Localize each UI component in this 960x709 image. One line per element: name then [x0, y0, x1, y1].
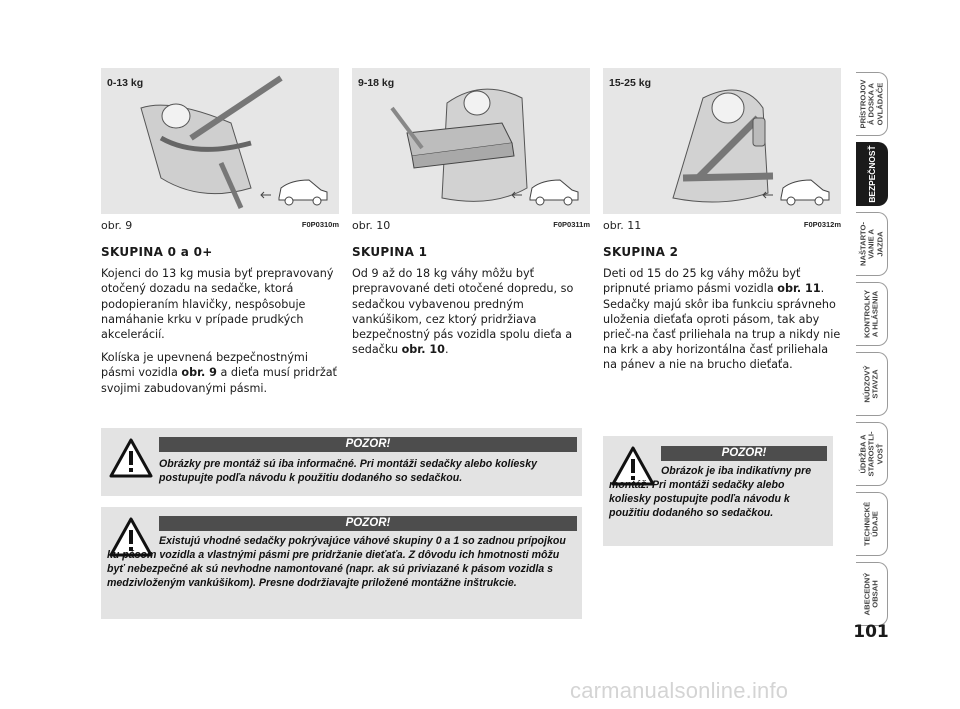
tab-label: TECHNICKÉ ÚDAJE	[862, 501, 880, 547]
tab-label: NÚDZOVÝ STAVZA	[862, 365, 880, 403]
figure-label: obr. 11	[603, 219, 642, 232]
warning-box-1	[101, 428, 582, 496]
figure-code: F0P0310m	[301, 220, 339, 229]
page-number: 101	[853, 622, 889, 642]
text-run: Kolíska je upevnená bezpečnostnými pásmi vozidla	[101, 351, 308, 380]
tab-abecedny-obsah[interactable]	[856, 562, 888, 626]
tab-label: PRÍSTROJOV Á DOSKA A OVLÁDAČE	[857, 79, 884, 129]
warning-box-3	[603, 436, 833, 546]
figure-code: F0P0311m	[553, 220, 590, 229]
car-seat-illustration-1	[352, 68, 590, 214]
paragraph	[101, 350, 341, 396]
tab-pristrojova-doska[interactable]	[856, 72, 888, 136]
text-column-3	[603, 245, 843, 381]
figure-reference: obr. 11	[777, 282, 821, 296]
figure-group-2	[603, 68, 841, 214]
figure-group-0	[101, 68, 339, 214]
figure-caption-0	[101, 219, 339, 232]
watermark: carmanualsonline.info	[570, 678, 789, 703]
figure-label: obr. 10	[352, 219, 391, 232]
tab-udrzba[interactable]	[856, 422, 888, 486]
section-heading: SKUPINA 0 a 0+	[101, 245, 213, 259]
tab-label: ABECEDNÝ OBSAH	[862, 572, 880, 616]
tab-technicke-udaje[interactable]	[856, 492, 888, 556]
tab-label: NAŠTARTO- VANIE A JAZDA	[857, 222, 884, 267]
warning-text: Existujú vhodné sedačky pokrývajúce váhové skupiny 0 a 1 so zadnou prípojkou ku pásom vozidla a vlastnými pásmi pre pridržanie dieťaťa. Z dôvodu ich hmotnosti môžu byť nebezpečné ak sú nevhodne namontované (napr. ak sú priviazané k pásom vozidla s medzivloženým vankúšikom). Presne dodržiavajte priložené montážne inštrukcie.	[107, 535, 566, 589]
paragraph	[352, 266, 592, 357]
figure-weight-tag: 0-13 kg	[107, 77, 144, 89]
tab-label: ÚDRŽBA A STAROSTLI- VOSŤ	[857, 431, 884, 477]
warning-text: Obrázky pre montáž sú iba informačné. Pri montáži sedačky alebo kolíesky postupujte podľa návodu k použitiu dodaného so sedačkou.	[159, 458, 537, 484]
car-seat-illustration-0	[101, 68, 339, 214]
paragraph: Kojenci do 13 kg musia byť prepravovaný otočený dozadu na sedačke, ktorá podopieraním hlavičky, nespôsobuje namáhanie krku v prípade prudkých akcelerácií.	[101, 267, 334, 342]
figure-weight-tag: 15-25 kg	[609, 77, 652, 89]
text-run: . Sedačky majú skôr iba funkciu správneho uloženia dieťaťa oproti pásom, tak aby prieč-na časť priliehala na trup a nikdy nie na krk a aby horizontálna časť priliehala na pánev a nie na brucho dieťaťa.	[603, 282, 841, 372]
figure-caption-2	[603, 219, 841, 232]
warning-text: Obrázok je iba indikatívny pre montáž. Pri montáži sedačky alebo koliesky postupujte podľa návodu k použitiu dodaného so sedačkou.	[609, 465, 812, 519]
text-column-2	[352, 245, 592, 365]
section-heading: SKUPINA 2	[603, 245, 679, 259]
figure-group-1	[352, 68, 590, 214]
text-run: Deti od 15 do 25 kg váhy môžu byť pripnuté priamo pásmi vozidla	[603, 267, 801, 296]
text-column-1	[101, 245, 341, 404]
warning-title: POZOR!	[159, 516, 577, 531]
warning-title: POZOR!	[661, 446, 827, 461]
tab-label: KONTROLKY A HLÁSENIA	[862, 289, 880, 339]
figure-label: obr. 9	[101, 219, 133, 232]
section-heading: SKUPINA 1	[352, 245, 428, 259]
text-run: .	[444, 343, 449, 357]
tab-bezpecnost[interactable]	[856, 142, 888, 206]
figure-reference: obr. 9	[181, 366, 217, 380]
car-seat-illustration-2	[603, 68, 841, 214]
figure-caption-1	[352, 219, 590, 232]
paragraph	[603, 266, 843, 372]
text-run: Od 9 až do 18 kg váhy môžu byť prepravované deti otočené dopredu, so sedačkou vybavenou predným vankúšikom, cez ktorý pridržiava bezpečnostný pás vozidla spolu dieťa a sedačku	[352, 267, 574, 357]
warning-box-2	[101, 507, 582, 619]
tab-label: BEZPEČNOSŤ	[866, 145, 877, 203]
tab-nastartovanie[interactable]	[856, 212, 888, 276]
figure-code: F0P0312m	[803, 220, 841, 229]
warning-triangle-icon	[109, 438, 153, 478]
figure-reference: obr. 10	[401, 343, 445, 357]
figure-weight-tag: 9-18 kg	[358, 77, 395, 89]
tab-kontrolky[interactable]	[856, 282, 888, 346]
warning-title: POZOR!	[159, 437, 577, 452]
tab-nudzovy-stav[interactable]	[856, 352, 888, 416]
text-run: a dieťa musí pridržať svojimi zabudovanými pásmi.	[101, 366, 337, 395]
